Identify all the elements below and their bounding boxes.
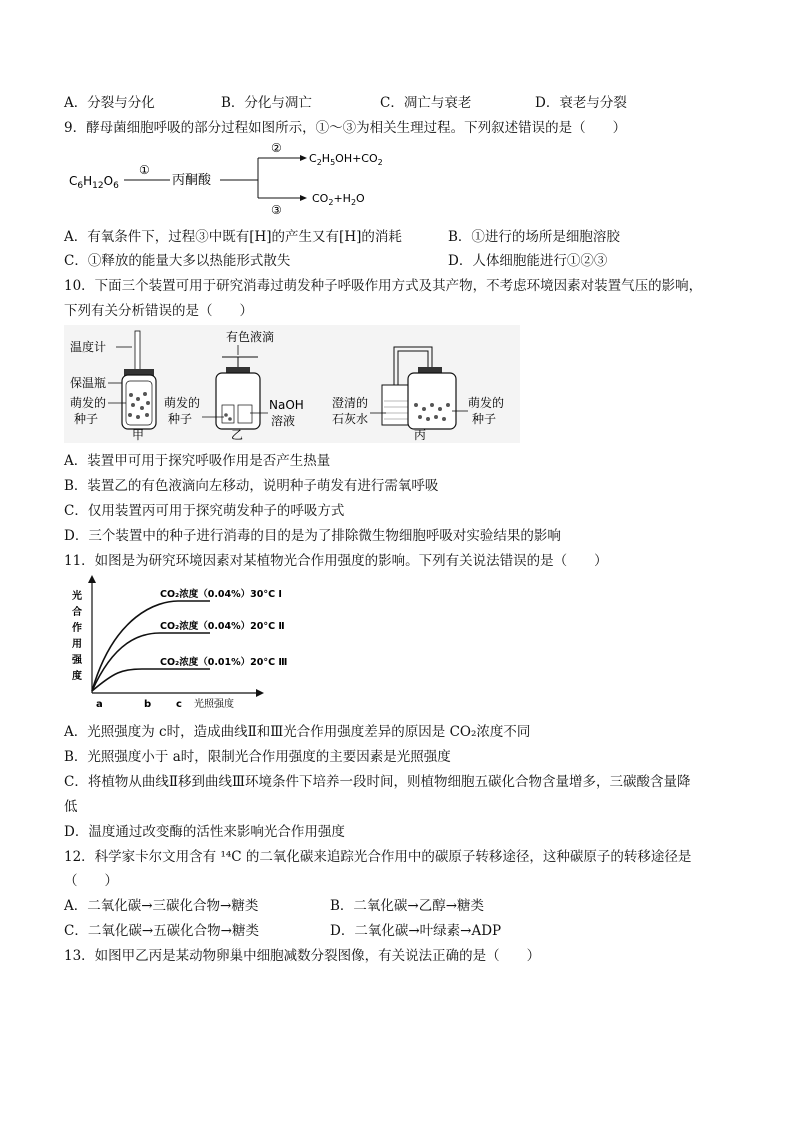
seeds-label-bing-2: 种子 [472,412,497,426]
y-axis-label-char: 光 [72,591,82,602]
seeds-label-bing-1: 萌发的 [468,396,505,410]
pyruvate-label: 丙酮酸 [172,173,212,188]
q11-option-d: D．温度通过改变酶的活性来影响光合作用强度 [64,824,345,840]
q10-option-a: A．装置甲可用于探究呼吸作用是否产生热量 [64,453,331,469]
limewater-label-2: 石灰水 [332,412,369,426]
respiration-apparatus-figure [64,325,520,443]
q12-option-d: D．二氧化碳→叶绿素→ADP [330,923,502,939]
q8-option-c: C．凋亡与衰老 [380,95,472,111]
q12-option-c: C．二氧化碳→五碳化合物→糖类 [64,923,259,939]
colored-drop-label: 有色液滴 [226,330,275,344]
photosynthesis-chart [64,575,324,713]
y-axis-label-char: 强 [72,655,82,666]
q11-option-a: A．光照强度为 c时，造成曲线Ⅱ和Ⅲ光合作用强度差异的原因是 CO₂浓度不同 [64,724,531,740]
q10-stem-line2: 下列有关分析错误的是（ ） [64,303,253,319]
q12-option-a: A．二氧化碳→三碳化合物→糖类 [64,898,259,914]
x-tick-c: c [176,699,182,710]
q13-stem: 13．如图甲乙丙是某动物卵巢中细胞减数分裂图像，有关说法正确的是（ ） [64,948,541,964]
q12-stem: 12．科学家卡尔文用含有 ¹⁴C 的二氧化碳来追踪光合作用中的碳原子转移途径，这种碳原子的转移途径是 [64,849,692,865]
q10-stem-line1: 10．下面三个装置可用于研究消毒过萌发种子呼吸作用方式及其产物，不考虑环境因素对装置气压的影响， [64,278,703,294]
q8-option-d: D．衰老与分裂 [535,95,627,111]
q10-option-d: D．三个装置中的种子进行消毒的目的是为了排除微生物细胞呼吸对实验结果的影响 [64,528,561,544]
q11-option-b: B．光照强度小于 a时，限制光合作用强度的主要因素是光照强度 [64,749,451,765]
x-tick-a: a [96,699,103,710]
aerobic-product-label: $CO_2+H_2O$ [312,192,365,207]
glucose-label: $C_6H_{12}O_6$ [69,174,119,191]
q9-option-c: C．①释放的能量大多以热能形式散失 [64,253,291,269]
ethanol-product-label: $C_2H_5OH+CO_2$ [309,152,383,167]
q11-option-c-continued: 低 [64,799,78,815]
respiration-pathway-diagram [64,140,404,218]
y-axis-label-char: 用 [72,639,82,650]
q12-option-b: B．二氧化碳→乙醇→糖类 [330,898,485,914]
q8-option-a: A．分裂与分化 [64,95,155,111]
y-axis-label-char: 度 [72,671,82,682]
naoh-label-2: 溶液 [271,414,296,428]
step2-label: ② [271,141,282,155]
x-tick-b: b [144,699,152,710]
seeds-label-yi-1: 萌发的 [164,396,201,410]
q10-option-b: B．装置乙的有色液滴向左移动，说明种子萌发有进行需氧呼吸 [64,478,439,494]
q11-option-c: C．将植物从曲线Ⅱ移到曲线Ⅲ环境条件下培养一段时间，则植物细胞五碳化合物含量增多，三碳酸含量降 [64,774,691,790]
step1-label: ① [139,163,150,177]
curve-series-3 [92,669,210,691]
label-bing: 丙 [414,428,427,442]
q9-stem: 9．酵母菌细胞呼吸的部分过程如图所示，①～③为相关生理过程。下列叙述错误的是（ ） [64,120,627,136]
q9-option-a: A．有氧条件下，过程③中既有[H]的产生又有[H]的消耗 [64,229,402,245]
y-axis-label [71,589,83,682]
q9-option-b: B．①进行的场所是细胞溶胶 [448,229,620,245]
q12-answer-paren: （ ） [64,873,118,889]
thermometer-label: 温度计 [70,340,107,354]
series-label-2: CO₂浓度（0.04%）20°C Ⅱ [160,621,285,632]
naoh-label-1: NaOH [269,398,304,412]
seeds-label-jia-2: 种子 [74,412,99,426]
q11-stem: 11．如图是为研究环境因素对某植物光合作用强度的影响。下列有关说法错误的是（ ） [64,553,608,569]
seeds-label-jia-1: 萌发的 [70,396,107,410]
series-label-1: CO₂浓度（0.04%）30°C Ⅰ [160,589,282,600]
q9-option-d: D．人体细胞能进行①②③ [448,253,608,269]
x-axis-label: 光照强度 [194,699,234,710]
q8-option-b: B．分化与凋亡 [221,95,312,111]
y-axis-label-char: 作 [72,623,82,634]
series-label-3: CO₂浓度（0.01%）20°C Ⅲ [160,657,288,668]
label-jia: 甲 [132,428,145,442]
step3-label: ③ [271,203,282,217]
y-axis-label-char: 合 [72,607,82,618]
q10-option-c: C．仅用装置丙可用于探究萌发种子的呼吸方式 [64,503,345,519]
seeds-label-yi-2: 种子 [168,412,193,426]
label-yi: 乙 [231,428,244,442]
limewater-label-1: 澄清的 [332,396,369,410]
thermos-label: 保温瓶 [70,376,107,390]
